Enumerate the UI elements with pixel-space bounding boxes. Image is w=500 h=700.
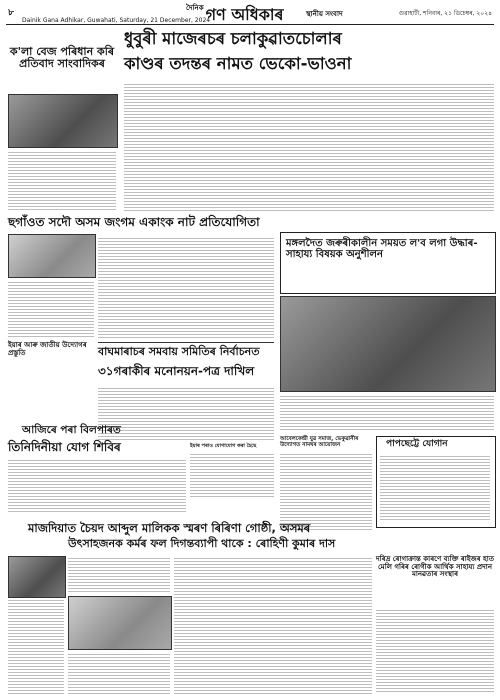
article-bottom-right [376,608,494,694]
headline-majdia: মাজদিয়াত চৈয়দ আব্দুল মালিকক স্মৰণ ৰিৰিণা গোষ্ঠী, অসমৰ [28,521,311,535]
headline-cotton: ক'লা বেজ পৰিধান কৰি প্ৰতিবাদ সাংবাদিকৰ [9,45,115,71]
article-rohini-col2 [68,556,170,592]
headline-dhubri-2: কাণ্ডৰ তদন্তৰ নামত ভেকো-ভাওনা [124,54,352,73]
article-cotton-text [8,150,116,212]
headline-bottom-right: দৰিদ্ৰ ৰোগাক্ৰান্ত কাৰণে ব্যক্তি ৰাইজৰ হাত মেলি গৰিৰ ৰোগীক আৰ্থিক সাহায্য প্ৰদান মানৱতাৰ সংস্থাৰ [376,555,495,579]
article-pappi-text [380,454,490,522]
article-mangaldoi-text [280,394,494,430]
headline-pappi: পাপছেট্টে যোগান [386,439,448,449]
dateline: Dainik Gana Adhikar, Guwahati, Saturday, 21 December, 2024 [22,17,211,24]
article-rohini-text [174,556,372,694]
photo-journalists [8,94,118,148]
article-rohini-left [8,598,64,694]
headline-coop-2: ৩১গৰাকীৰ মনোনয়ন-পত্ৰ দাখিল [98,364,255,378]
headline-dhubri-1: ধুবুৰী মাজেৰচৰ চলাকুৱাতচোলাৰ [124,29,342,48]
photo-rohini [8,556,66,598]
subhead-mid2: আবেলকেন্দ্ৰী যুৱ সমাজ, ভেকুৱানীৰ উদ্যোগত নামঘৰ আয়োজন [280,436,359,449]
headline-drama-small: ইয়াৰ আৰু জাতীয় উদ্যোগৰ প্ৰস্তুতি [8,341,87,357]
headline-coop-1: বাঘমাৰাচৰ সমবায় সমিতিৰ নিৰ্বাচনত [98,345,260,358]
divider [98,342,274,343]
photo-drama [8,234,96,278]
masthead [6,4,494,25]
article-drama-small [8,280,94,338]
article-yoga-text [8,458,186,514]
date-right: গুৱাহাটী, শনিবাৰ, ২১ ডিচেম্বৰ, ২০২৪ [398,10,492,17]
article-drama-text [98,236,274,340]
section-label: স্থানীয় সংবাদ [306,10,343,18]
brand-name: গণ অধিকাৰ [205,5,284,24]
article-namghar [280,452,372,530]
headline-rohini: উৎসাহজনক কৰ্মৰ ফল দিগন্তব্যাপী থাকে : ৰোহিণী কুমাৰ দাস [68,537,336,550]
headline-yoga-2: তিনিদিনীয়া যোগ শিবিৰ [8,440,121,454]
article-rohini-col2b [68,652,170,694]
subhead-mid: ইয়াৰ পৰাও যোগাযোগ কৰা হৈছে [190,443,257,449]
article-dhubri-text [124,82,494,212]
photo-function [68,596,172,650]
article-mid-col [190,452,274,498]
brand-prefix: দৈনিক [186,3,204,12]
headline-yoga-1: আজিৰে পৰা বিলপাৰত [22,424,121,436]
headline-drama: ছগাঁওত সদৌ অসম জংগম একাংক নাট প্ৰতিযোগিতা [8,215,260,229]
page-number: ৮ [8,8,14,18]
brand-logo [186,2,284,29]
headline-mangaldoi: মঙ্গলদৈত জৰুৰীকালীন সময়ত ল'ব লগা উদ্ধাৰ-সাহায্য বিষয়ক অনুশীলন [286,238,478,260]
